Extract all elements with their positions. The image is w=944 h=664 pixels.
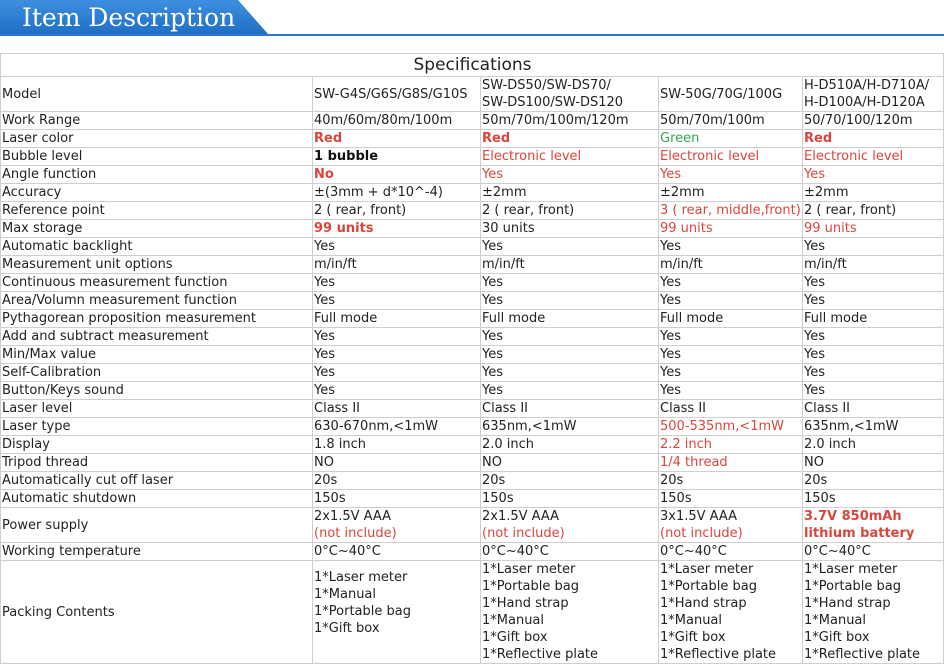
- spec-cell: 2.0 inch: [481, 436, 659, 454]
- banner-divider: [0, 34, 944, 36]
- table-row: [1, 130, 944, 148]
- spec-cell: Yes: [481, 274, 659, 292]
- model-cell: SW-DS50/SW-DS70/ SW-DS100/SW-DS120: [481, 77, 659, 112]
- power-line: 2x1.5V AAA: [314, 509, 392, 524]
- spec-cell: 2 ( rear, front): [803, 202, 944, 220]
- spec-cell: Yes: [481, 328, 659, 346]
- table-caption: Specifications: [1, 54, 944, 77]
- spec-cell: 99 units: [803, 220, 944, 238]
- table-row: [1, 472, 944, 490]
- spec-cell: Yes: [659, 166, 803, 184]
- spec-cell: 0°C~40°C: [803, 543, 944, 561]
- spec-cell: [659, 508, 803, 543]
- table-row: [1, 292, 944, 310]
- power-line: 3x1.5V AAA: [660, 509, 738, 524]
- spec-cell: 20s: [481, 472, 659, 490]
- spec-cell: Yes: [481, 166, 659, 184]
- packing-item: 1*Portable bag: [482, 579, 579, 594]
- table-row: [1, 274, 944, 292]
- spec-cell: [803, 561, 944, 664]
- spec-cell: ±2mm: [803, 184, 944, 202]
- spec-cell: NO: [481, 454, 659, 472]
- power-line: 3.7V 850mAh: [804, 509, 902, 524]
- row-label: Laser type: [1, 418, 313, 436]
- packing-item: 1*Manual: [314, 587, 377, 602]
- packing-item: 1*Reflective plate: [804, 647, 921, 662]
- spec-cell: 500-535nm,<1mW: [659, 418, 803, 436]
- spec-cell: Yes: [313, 328, 481, 346]
- packing-item: 1*Hand strap: [660, 596, 747, 611]
- packing-item: 1*Hand strap: [482, 596, 569, 611]
- packing-item: 1*Gift box: [314, 621, 380, 636]
- spec-cell: [659, 561, 803, 664]
- packing-item: 1*Portable bag: [314, 604, 411, 619]
- spec-cell: Yes: [803, 346, 944, 364]
- spec-cell: Yes: [481, 364, 659, 382]
- spec-cell: 1 bubble: [313, 148, 481, 166]
- table-row: [1, 220, 944, 238]
- spec-cell: NO: [313, 454, 481, 472]
- spec-cell: Red: [313, 130, 481, 148]
- spec-cell: Yes: [803, 238, 944, 256]
- spec-cell: 99 units: [659, 220, 803, 238]
- spec-cell: 150s: [803, 490, 944, 508]
- spec-cell: Yes: [659, 346, 803, 364]
- spec-cell: 0°C~40°C: [481, 543, 659, 561]
- spec-cell: 1/4 thread: [659, 454, 803, 472]
- row-label: Tripod thread: [1, 454, 313, 472]
- spec-cell: 150s: [313, 490, 481, 508]
- row-label: Work Range: [1, 112, 313, 130]
- power-supply-row: [1, 508, 944, 543]
- specifications-table: [0, 53, 944, 664]
- table-row: [1, 184, 944, 202]
- spec-cell: 2 ( rear, front): [313, 202, 481, 220]
- model-cell: H-D510A/H-D710A/ H-D100A/H-D120A: [803, 77, 944, 112]
- packing-item: 1*Gift box: [660, 630, 726, 645]
- packing-item: 1*Manual: [804, 613, 867, 628]
- row-label: Laser color: [1, 130, 313, 148]
- spec-cell: [481, 561, 659, 664]
- row-label: Measurement unit options: [1, 256, 313, 274]
- table-row: [1, 328, 944, 346]
- spec-cell: m/in/ft: [659, 256, 803, 274]
- spec-cell: Electronic level: [659, 148, 803, 166]
- row-label: Packing Contents: [1, 561, 313, 664]
- spec-cell: Yes: [659, 292, 803, 310]
- spec-cell: Yes: [803, 166, 944, 184]
- table-row: [1, 400, 944, 418]
- spec-cell: 635nm,<1mW: [803, 418, 944, 436]
- spec-cell: Class II: [803, 400, 944, 418]
- spec-cell: 20s: [313, 472, 481, 490]
- row-label: Automatic shutdown: [1, 490, 313, 508]
- spec-cell: 150s: [481, 490, 659, 508]
- table-row: [1, 238, 944, 256]
- spec-cell: Yes: [481, 238, 659, 256]
- table-row: [1, 436, 944, 454]
- spec-cell: [481, 508, 659, 543]
- spec-cell: [313, 561, 481, 664]
- spec-cell: 3 ( rear, middle,front): [660, 203, 801, 218]
- packing-item: 1*Reflective plate: [660, 647, 777, 662]
- row-label: Working temperature: [1, 543, 313, 561]
- table-row: [1, 346, 944, 364]
- power-line: 2x1.5V AAA: [482, 509, 560, 524]
- row-label: Power supply: [1, 508, 313, 543]
- row-label: Reference point: [1, 202, 313, 220]
- table-row: [1, 112, 944, 130]
- spec-cell: 99 units: [313, 220, 481, 238]
- row-label: Bubble level: [1, 148, 313, 166]
- spec-cell: Red: [803, 130, 944, 148]
- spec-cell: 0°C~40°C: [659, 543, 803, 561]
- packing-item: 1*Laser meter: [314, 570, 408, 585]
- row-label: Add and subtract measurement: [1, 328, 313, 346]
- spec-cell: 630-670nm,<1mW: [313, 418, 481, 436]
- spec-cell: Yes: [803, 274, 944, 292]
- spec-cell: Yes: [481, 292, 659, 310]
- row-label: Automatically cut off laser: [1, 472, 313, 490]
- row-label: Min/Max value: [1, 346, 313, 364]
- row-label: Area/Volumn measurement function: [1, 292, 313, 310]
- row-label: Angle function: [1, 166, 313, 184]
- spec-cell: ±(3mm + d*10^-4): [313, 184, 481, 202]
- packing-item: 1*Portable bag: [804, 579, 901, 594]
- spec-cell: [803, 508, 944, 543]
- row-label: Max storage: [1, 220, 313, 238]
- spec-cell: Full mode: [481, 310, 659, 328]
- spec-cell: NO: [803, 454, 944, 472]
- packing-item: 1*Reflective plate: [482, 647, 599, 662]
- row-label: Automatic backlight: [1, 238, 313, 256]
- spec-cell: 40m/60m/80m/100m: [313, 112, 481, 130]
- power-line: (not include): [660, 526, 743, 541]
- spec-cell: 50m/70m/100m: [659, 112, 803, 130]
- spec-cell: Electronic level: [803, 148, 944, 166]
- spec-cell: Yes: [659, 274, 803, 292]
- spec-cell: 0°C~40°C: [313, 543, 481, 561]
- spec-cell: 2.2 inch: [659, 436, 803, 454]
- spec-cell: Yes: [313, 274, 481, 292]
- spec-cell: 2.0 inch: [803, 436, 944, 454]
- spec-cell: Full mode: [803, 310, 944, 328]
- power-line: (not include): [482, 526, 565, 541]
- spec-cell: m/in/ft: [481, 256, 659, 274]
- table-row: [1, 202, 944, 220]
- spec-cell: 635nm,<1mW: [481, 418, 659, 436]
- spec-cell: 20s: [659, 472, 803, 490]
- spec-cell: Yes: [659, 364, 803, 382]
- row-label: Display: [1, 436, 313, 454]
- table-row: [1, 418, 944, 436]
- power-line: (not include): [314, 526, 397, 541]
- section-banner: [0, 0, 944, 40]
- spec-cell: 50/70/100/120m: [803, 112, 944, 130]
- spec-cell: Yes: [659, 238, 803, 256]
- table-row: [1, 454, 944, 472]
- packing-item: 1*Manual: [660, 613, 723, 628]
- table-row: [1, 382, 944, 400]
- packing-item: 1*Manual: [482, 613, 545, 628]
- spec-cell: Class II: [313, 400, 481, 418]
- packing-item: 1*Gift box: [804, 630, 870, 645]
- spec-cell: Yes: [481, 382, 659, 400]
- spec-cell: Green: [659, 130, 803, 148]
- spec-cell: Yes: [659, 328, 803, 346]
- spec-cell: Yes: [313, 364, 481, 382]
- power-line: lithium battery: [804, 526, 915, 541]
- row-label: Accuracy: [1, 184, 313, 202]
- model-cell: SW-G4S/G6S/G8S/G10S: [313, 77, 481, 112]
- spec-cell: Yes: [803, 292, 944, 310]
- spec-cell: Electronic level: [481, 148, 659, 166]
- table-row: [1, 256, 944, 274]
- spec-cell: 20s: [803, 472, 944, 490]
- spec-cell: No: [313, 166, 481, 184]
- model-row: [1, 77, 944, 112]
- spec-cell: 30 units: [481, 220, 659, 238]
- spec-cell: [313, 508, 481, 543]
- spec-cell: Class II: [659, 400, 803, 418]
- spec-cell: m/in/ft: [803, 256, 944, 274]
- spec-cell: 150s: [659, 490, 803, 508]
- packing-item: 1*Laser meter: [660, 562, 754, 577]
- packing-row: [1, 561, 944, 664]
- row-label: Button/Keys sound: [1, 382, 313, 400]
- spec-cell: 1.8 inch: [313, 436, 481, 454]
- table-row: [1, 364, 944, 382]
- table-row: [1, 166, 944, 184]
- spec-cell: Yes: [313, 346, 481, 364]
- spec-cell: Yes: [803, 364, 944, 382]
- spec-cell: Red: [481, 130, 659, 148]
- spec-cell: ±2mm: [659, 184, 803, 202]
- spec-cell: ±2mm: [481, 184, 659, 202]
- packing-item: 1*Gift box: [482, 630, 548, 645]
- row-label: Self-Calibration: [1, 364, 313, 382]
- table-row: [1, 310, 944, 328]
- spec-cell: Full mode: [659, 310, 803, 328]
- spec-cell: 50m/70m/100m/120m: [481, 112, 659, 130]
- spec-cell: Full mode: [313, 310, 481, 328]
- spec-cell: Yes: [313, 238, 481, 256]
- table-row: [1, 148, 944, 166]
- spec-cell: Class II: [481, 400, 659, 418]
- packing-item: 1*Hand strap: [804, 596, 891, 611]
- model-label: Model: [1, 77, 313, 112]
- spec-cell: Yes: [313, 382, 481, 400]
- row-label: Laser level: [1, 400, 313, 418]
- spec-cell: Yes: [313, 292, 481, 310]
- spec-cell: Yes: [803, 328, 944, 346]
- temperature-row: [1, 543, 944, 561]
- spec-cell: Yes: [803, 382, 944, 400]
- spec-cell: 2 ( rear, front): [481, 202, 659, 220]
- row-label: Pythagorean proposition measurement: [1, 310, 313, 328]
- banner-title: Item Description: [22, 3, 236, 32]
- packing-item: 1*Laser meter: [804, 562, 898, 577]
- table-row: [1, 490, 944, 508]
- packing-item: 1*Portable bag: [660, 579, 757, 594]
- model-cell: SW-50G/70G/100G: [659, 77, 803, 112]
- spec-cell: Yes: [659, 382, 803, 400]
- packing-item: 1*Laser meter: [482, 562, 576, 577]
- row-label: Continuous measurement function: [1, 274, 313, 292]
- spec-cell: Yes: [481, 346, 659, 364]
- spec-cell: m/in/ft: [313, 256, 481, 274]
